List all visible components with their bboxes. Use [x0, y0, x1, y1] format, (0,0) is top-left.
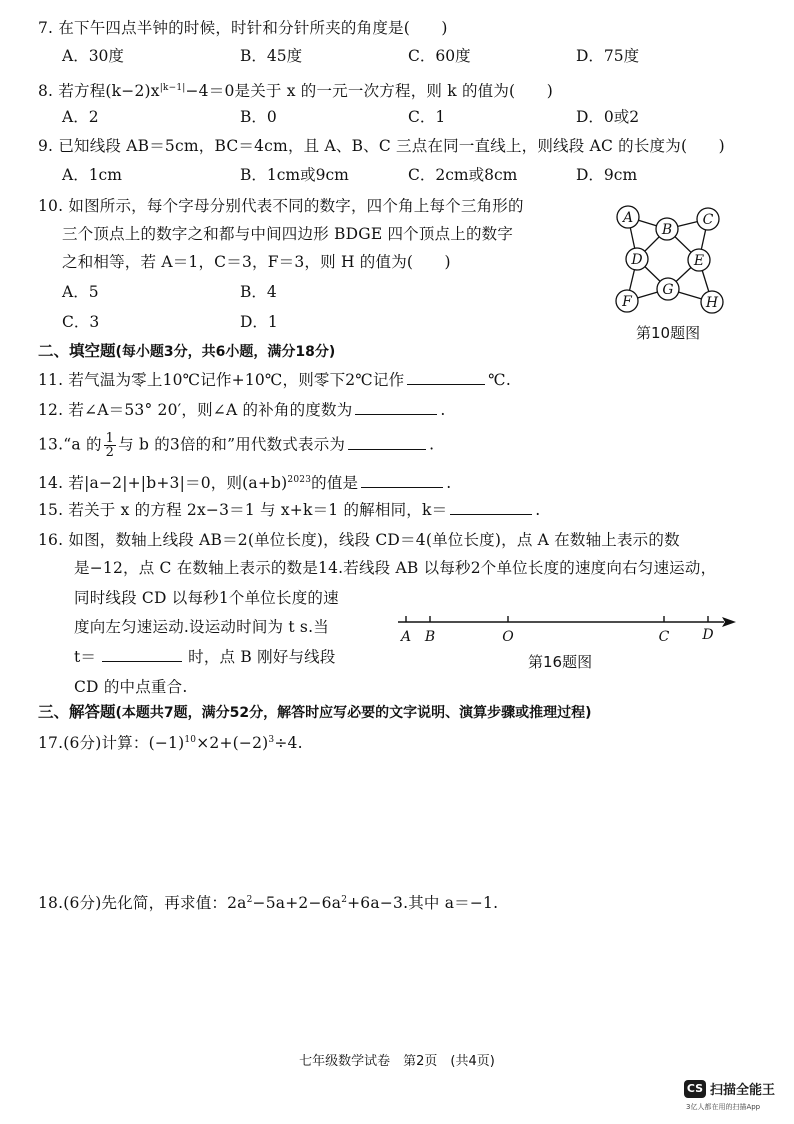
- q13-answer-blank: [348, 435, 426, 450]
- q10-option-a: A．5: [62, 283, 99, 301]
- q16-line-3: 同时线段 CD 以每秒1个单位长度的速: [74, 589, 339, 607]
- q18-exp-2: 2: [341, 895, 348, 905]
- q10-option-d: D．1: [240, 313, 278, 331]
- scanner-watermark: [684, 1078, 790, 1114]
- q11-answer-blank: [407, 370, 485, 385]
- section-3-note: (本题共7题，满分52分，解答时应写必要的文字说明、演算步骤或推理过程): [115, 705, 592, 721]
- node-label-g: G: [662, 282, 674, 298]
- q16-figure-caption: 第16题图: [528, 653, 593, 671]
- axis-label-o: O: [502, 629, 514, 645]
- scanner-tagline: 3亿人都在用的扫描App: [686, 1103, 761, 1111]
- q8-option-a: A．2: [62, 108, 99, 126]
- q14-text-mid: 的值是: [311, 474, 359, 493]
- scanner-app-name: 扫描全能王: [710, 1083, 776, 1098]
- q8-option-d: D．0或2: [576, 108, 640, 126]
- q13-end: .: [429, 435, 435, 454]
- q7-option-c: C．60度: [408, 47, 471, 65]
- q13-fraction-num: 1: [105, 431, 115, 446]
- q8-stem-post: −4＝0是关于 x 的一元一次方程，则 k 的值为( ): [185, 82, 553, 101]
- section-2-title: 二、填空题: [38, 342, 116, 360]
- q16-answer-blank: [102, 647, 182, 662]
- q8-stem-exp: |k−1|: [159, 83, 186, 93]
- q10-figure: [610, 200, 740, 320]
- q16-line-5-post: 时，点 B 刚好与线段: [188, 648, 336, 666]
- q16-line-4: 度向左匀速运动.设运动时间为 t s.当: [74, 618, 329, 636]
- section-2-header: [38, 341, 335, 362]
- q16-line-5-pre: t＝: [74, 648, 97, 666]
- q7-option-d: D．75度: [576, 47, 640, 65]
- q13-text-mid: 与 b 的3倍的和”用代数式表示为: [118, 435, 346, 454]
- q15-answer-blank: [450, 500, 532, 515]
- q8-stem: [38, 78, 553, 101]
- q9-option-d: D．9cm: [576, 166, 638, 184]
- q12-end: .: [440, 401, 446, 419]
- q12-text: 12. 若∠A＝53° 20′，则∠A 的补角的度数为: [38, 401, 353, 419]
- section-3-title: 三、解答题: [38, 703, 116, 721]
- q18-text-post: +6a−3.其中 a＝−1.: [347, 894, 499, 913]
- q8-option-b: B．0: [240, 108, 277, 126]
- q14-text-pre: 14. 若|a−2|+|b+3|＝0，则(a+b): [38, 474, 288, 493]
- axis-label-b: B: [424, 629, 436, 645]
- q12-answer-blank: [355, 400, 437, 415]
- scanner-logo-icon: CS: [684, 1080, 706, 1098]
- node-label-a: A: [622, 210, 634, 226]
- q10-line-3: 之和相等，若 A＝1，C＝3，F＝3，则 H 的值为( ): [62, 253, 451, 271]
- q14-end: .: [446, 474, 452, 493]
- q8-stem-eq: (k−2)x: [105, 82, 160, 101]
- q17-text-post: ÷4.: [274, 734, 303, 753]
- q10-line-1: 10. 如图所示，每个字母分别代表不同的数字，四个角上每个三角形的: [38, 197, 524, 215]
- q7-option-b: B．45度: [240, 47, 303, 65]
- q11-unit: ℃.: [488, 371, 511, 389]
- axis-label-c: C: [658, 629, 670, 645]
- q11-text: 11. 若气温为零上10℃记作+10℃，则零下2℃记作: [38, 371, 405, 389]
- q18-text-mid: −5a+2−6a: [252, 894, 342, 913]
- q16-line-5: [74, 647, 336, 667]
- q17-exp-1: 10: [184, 735, 197, 745]
- q14-exponent: 2023: [287, 475, 312, 485]
- q18-exp-1: 2: [246, 895, 253, 905]
- q13-fraction-den: 2: [105, 445, 115, 460]
- q16-line-2: 是−12，点 C 在数轴上表示的数是14.若线段 AB 以每秒2个单位长度的速度向右匀速运动，: [74, 559, 717, 577]
- q14: [38, 470, 451, 493]
- page-footer: 七年级数学试卷 第2页 (共4页): [299, 1054, 495, 1069]
- q15-text: 15. 若关于 x 的方程 2x−3＝1 与 x+k＝1 的解相同，k＝: [38, 501, 448, 519]
- node-label-h: H: [705, 295, 719, 311]
- q16-number-line: [394, 608, 740, 648]
- q15-end: .: [535, 501, 541, 519]
- q14-answer-blank: [361, 473, 443, 488]
- node-label-c: C: [702, 212, 714, 228]
- q16-line-1: 16. 如图，数轴上线段 AB＝2(单位长度)，线段 CD＝4(单位长度)，点 A 在数轴上表示的数: [38, 531, 680, 549]
- section-2-note: (每小题3分，共6小题，满分18分): [115, 344, 336, 360]
- q17: [38, 730, 303, 753]
- q7-option-a: A．30度: [62, 47, 124, 65]
- q7-stem: 7. 在下午四点半钟的时候，时针和分针所夹的角度是( ): [38, 19, 448, 37]
- q9-stem: 9. 已知线段 AB＝5cm，BC＝4cm，且 A、B、C 三点在同一直线上，则线段 AC 的长度为( ): [38, 137, 725, 155]
- q11: [38, 370, 511, 390]
- node-label-d: D: [631, 252, 643, 268]
- q13-text-pre: 13.“a 的: [38, 435, 102, 454]
- q12: [38, 400, 446, 420]
- q10-option-c: C．3: [62, 313, 100, 331]
- q17-exp-2: 3: [268, 735, 275, 745]
- q15: [38, 500, 540, 520]
- section-3-header: [38, 702, 592, 723]
- q9-option-a: A．1cm: [62, 166, 122, 184]
- q17-text-mid: ×2+(−2): [196, 734, 269, 753]
- q10-option-b: B．4: [240, 283, 277, 301]
- q13-fraction: [104, 432, 116, 459]
- q16-line-6: CD 的中点重合.: [74, 678, 188, 696]
- node-label-f: F: [622, 294, 632, 310]
- number-line-arrow: [722, 617, 736, 627]
- q8-option-c: C．1: [408, 108, 446, 126]
- q8-stem-pre: 8. 若方程: [38, 82, 106, 101]
- q13: [38, 432, 434, 459]
- q10-line-2: 三个顶点上的数字之和都与中间四边形 BDGE 四个顶点上的数字: [62, 225, 514, 243]
- node-label-e: E: [693, 253, 705, 269]
- q9-option-c: C．2cm或8cm: [408, 166, 518, 184]
- node-label-b: B: [661, 222, 673, 238]
- axis-label-a: A: [400, 629, 412, 645]
- q18-text-pre: 18.(6分)先化简，再求值：2a: [38, 894, 247, 913]
- axis-label-d: D: [702, 627, 714, 643]
- q17-text-pre: 17.(6分)计算：(−1): [38, 734, 185, 753]
- q9-option-b: B．1cm或9cm: [240, 166, 349, 184]
- q18: [38, 890, 498, 913]
- q10-figure-caption: 第10题图: [636, 324, 701, 342]
